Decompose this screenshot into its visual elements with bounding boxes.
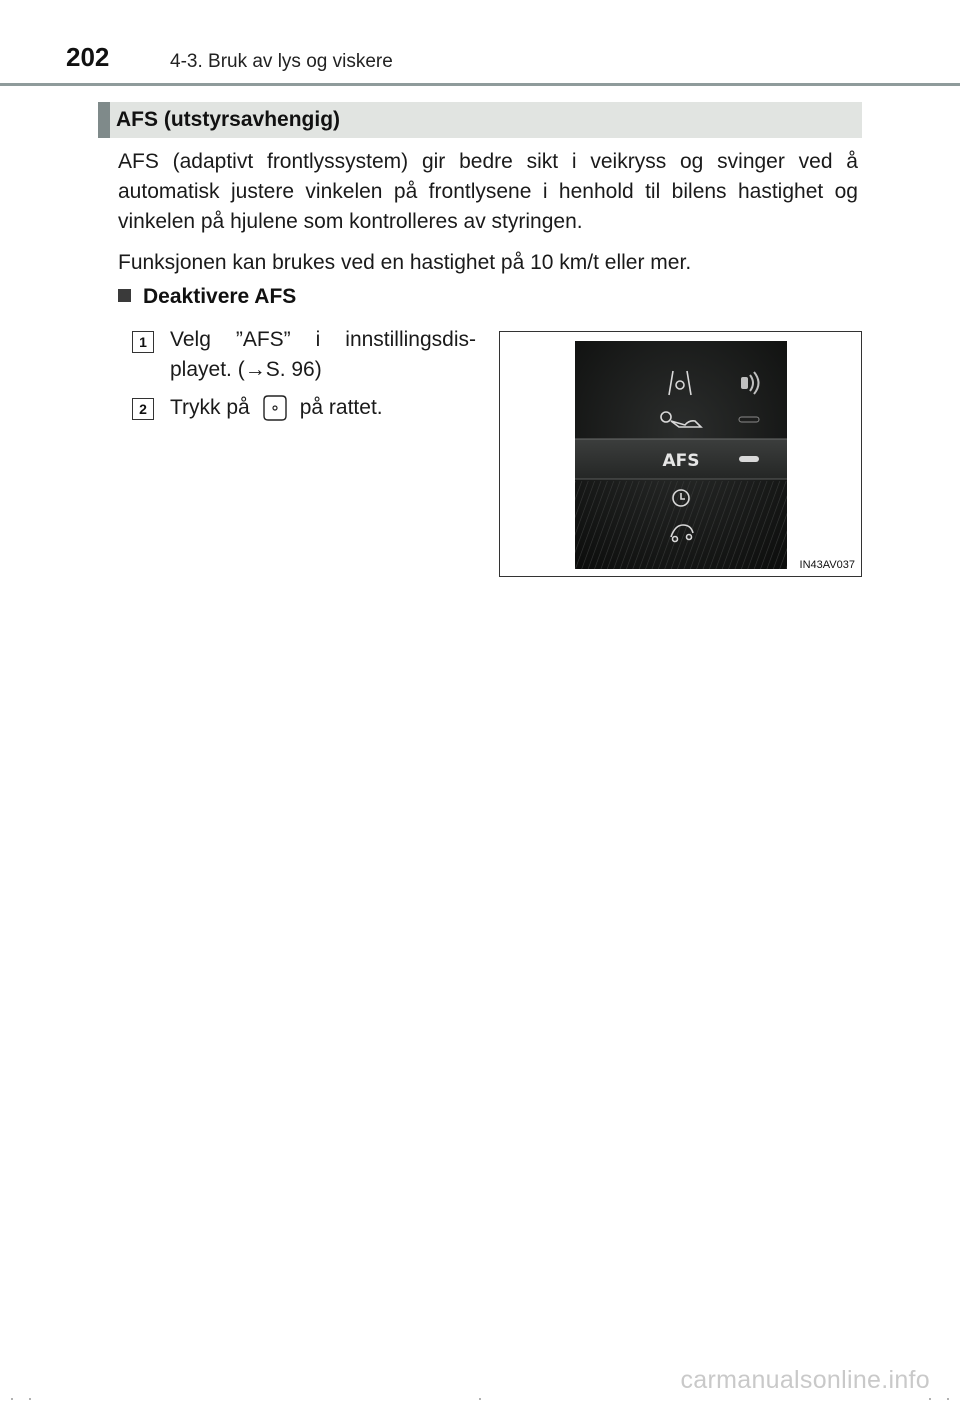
step-number-2: 2: [132, 398, 154, 420]
step-2-text-after: på rattet.: [299, 396, 383, 419]
display-afs-label: AFS: [662, 451, 700, 471]
chapter-title: 4-3. Bruk av lys og viskere: [170, 51, 393, 72]
step-2-text: [170, 393, 383, 423]
square-bullet-icon: [118, 289, 131, 302]
subsection-title: Deaktivere AFS: [143, 285, 297, 308]
subsection-heading: [118, 285, 296, 309]
section-heading-accent: [98, 102, 110, 138]
page-number: 202: [66, 42, 110, 72]
watermark: carmanualsonline.info: [680, 1366, 930, 1394]
step-2-text-before: Trykk på: [170, 396, 250, 419]
step-number-1: 1: [132, 331, 154, 353]
intro-paragraph: AFS (adaptivt frontlyssystem) gir bedre sikt i veikryss og svinger ved å automatisk justere vinkelen på frontlysene i henhold til bilens hastighet og vinkelen på hjulene som kontrolleres av styringen.: [118, 150, 858, 233]
header-divider: [0, 83, 960, 86]
page-trim-marks: [0, 1396, 960, 1402]
step-1-text: Velg ”AFS” i innstillingsdis-playet. (→S. 96): [170, 328, 476, 381]
speed-paragraph: Funksjonen kan brukes ved en hastighet på 10 km/t eller mer.: [118, 251, 692, 274]
section-title: AFS (utstyrsavhengig): [116, 108, 341, 131]
afs-display-figure: [499, 331, 862, 577]
figure-code: IN43AV037: [799, 559, 855, 571]
steering-wheel-ok-button-icon: [262, 394, 288, 422]
settings-display-photo: [575, 341, 787, 569]
